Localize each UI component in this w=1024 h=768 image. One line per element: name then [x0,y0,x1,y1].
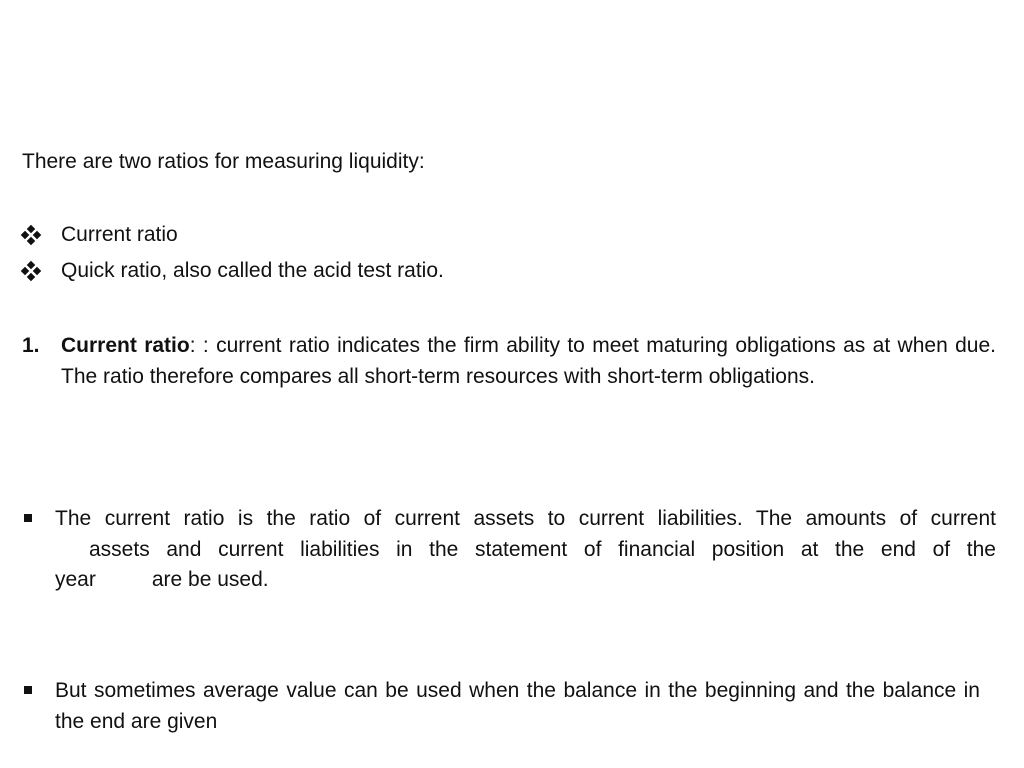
bullet-text: Current ratio [61,223,178,246]
diamond-bullet-icon [22,226,40,244]
paragraph-body [55,504,996,596]
diamond-bullet-icon [22,262,40,280]
paragraph-line: assets and current liabilities in the statement of financial position at the end of the [89,537,996,561]
bullet-text: Quick ratio, also called the acid test ratio. [61,259,444,282]
paragraph-line: year [55,568,96,591]
paragraph-current-ratio-definition [22,504,996,596]
paragraph-average-value [22,676,980,737]
item-body [61,331,996,392]
item-description: : : current ratio indicates the firm ability to meet maturing obligations as at when due. The ratio therefore compares all short-term resources with short-term obligations. [61,334,996,388]
intro-text: There are two ratios for measuring liquidity: [22,150,425,173]
paragraph-line: are be used. [151,568,269,591]
paragraph-line: The current ratio is the ratio of current assets to current liabilities. The amounts of current [55,507,996,530]
item-term: Current ratio [61,334,190,357]
paragraph-body: But sometimes average value can be used when the balance in the beginning and the balance in the end are given [55,679,980,733]
item-number: 1. [22,334,40,357]
square-bullet-icon [24,686,32,694]
square-bullet-icon [24,514,32,522]
numbered-item-current-ratio [22,331,996,392]
